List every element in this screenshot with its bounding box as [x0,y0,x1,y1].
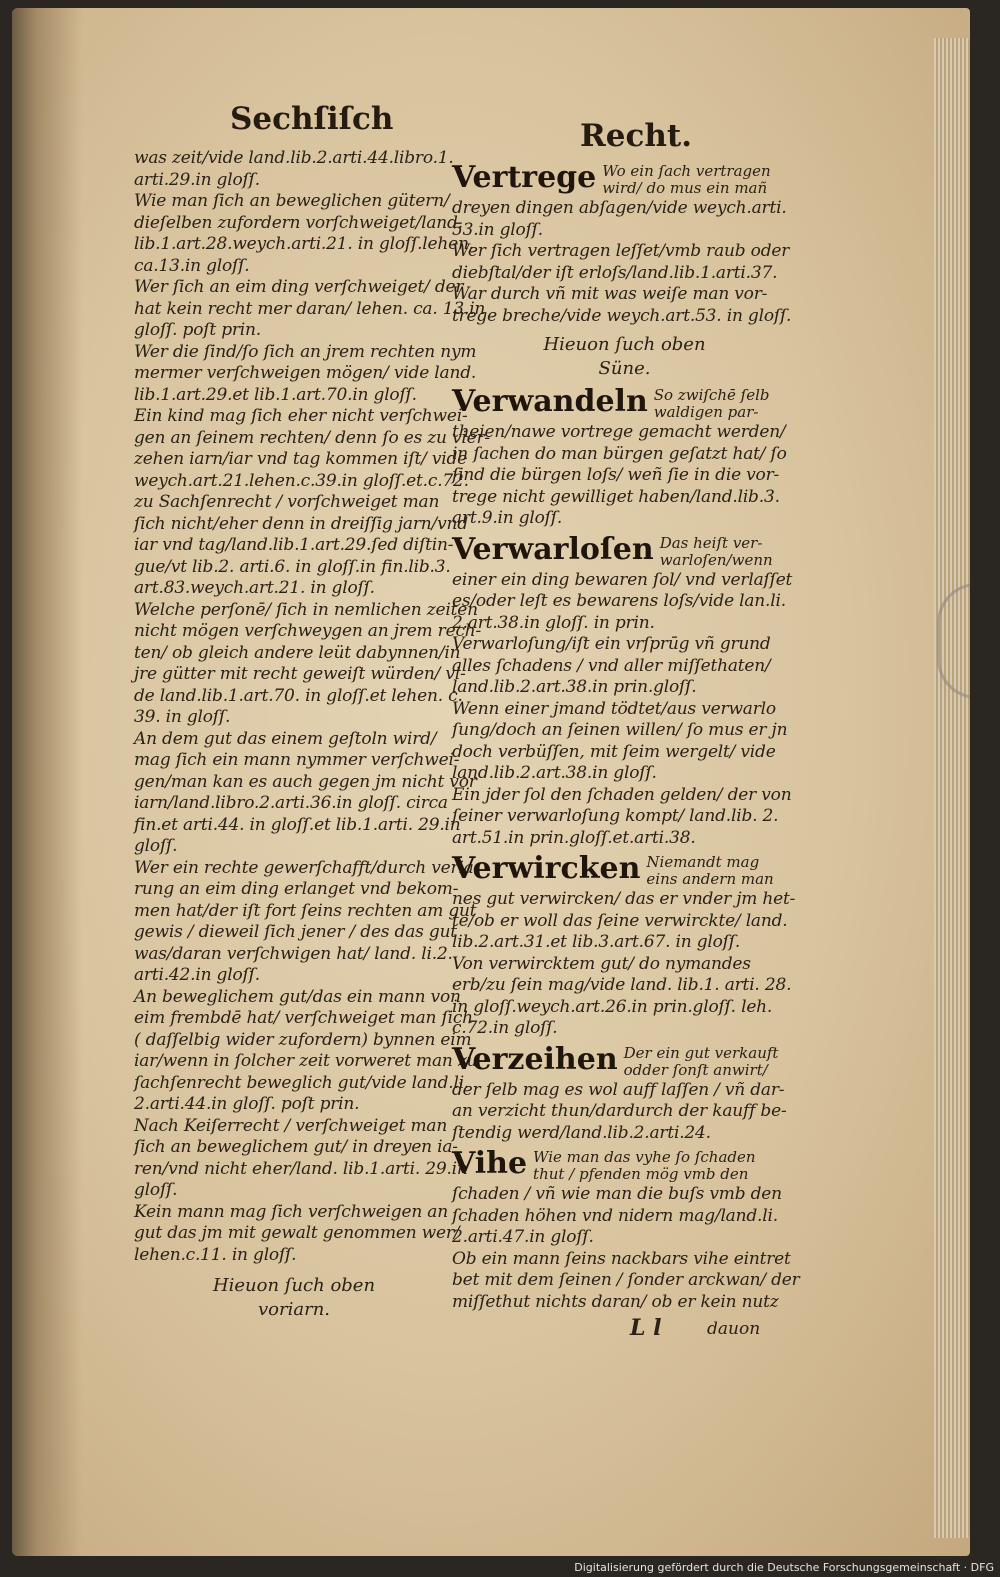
text-line: gloſſ. [134,1180,178,1200]
text-line: An beweglichem gut/das ein mann von [134,986,461,1007]
text-line: ſich nicht/eher denn in dreiſſig jarn/vnd [134,513,468,534]
side-line: waldigen par- [653,403,759,421]
text-line: 2.arti.44.in gloſſ. poſt prin. [134,1094,360,1114]
text-line: land.lib.2.art.38.in prin.gloſſ. [452,677,697,697]
entry-lines [452,1184,800,1313]
headword-side [640,852,773,888]
entry-lines [452,570,797,850]
entry-lines [452,1080,797,1145]
text-line: in gloſſ.weych.art.26.in prin.gloſſ. leh. [452,996,773,1017]
book-page [12,8,970,1556]
page-edges [934,38,970,1538]
signature-mark: L l [630,1315,662,1341]
text-line: nes gut verwircken/ das er vnder jm het- [452,889,796,909]
text-line: ſeiner verwarloſung kompt/ land.lib. 2. [452,806,779,826]
text-line: einer ein ding bewaren ſol/ vnd verlaſſet [452,569,793,590]
text-line: ſachſenrecht beweglich gut/vide land.li. [134,1072,470,1093]
right-column [452,158,800,1313]
entry-verwarlosen [452,533,797,569]
text-line: 2.arti.47.in gloſſ. [452,1227,594,1247]
text-line: arti.42.in gloſſ. [134,965,260,985]
text-line: iar/wenn in ſolcher zeit vorweret man zu [134,1051,478,1071]
headword: Verzeihen [452,1041,618,1077]
text-line: c.72.in gloſſ. [452,1018,558,1038]
text-line: gloſſ. poſt prin. [134,320,261,340]
text-line: lib.1.art.28.weych.arti.21. in gloſſ.lehen. [134,234,474,254]
text-line: de land.lib.1.art.70. in gloſſ.et lehen. c. [134,685,463,706]
text-line: gue/vt lib.2. arti.6. in gloſſ.in fin.lib.3. [134,556,451,577]
text-line: Kein mann mag ſich verſchweigen an [134,1201,448,1222]
text-line: Ob ein mann ſeins nackbars vihe eintret [452,1248,791,1269]
text-line: nicht mögen verſchweygen an jrem rech- [134,621,482,641]
text-line: gut das jm mit gewalt genommen wer/ [134,1223,460,1243]
entry-verzeihen [452,1043,797,1079]
text-line: ( daſſelbig wider zufordern) bynnen eim [134,1029,472,1050]
text-line: mermer verſchweigen mögen/ vide land. [134,363,477,383]
text-line: was zeit/vide land.lib.2.arti.44.libro.1. [134,148,454,168]
text-line: bet mit dem ſeinen / ſonder arckwan/ der [452,1270,800,1290]
text-line: weych.art.21.lehen.c.39.in gloſſ.et.c.72. [134,470,469,491]
entry-vertrege [452,161,797,197]
text-line: Wer die ſind/ſo ſich an jrem rechten nym [134,341,477,362]
headword: Vihe [452,1146,528,1181]
text-line: diebſtal/der iſt erloſs/land.lib.1.arti.37. [452,262,778,283]
footer-credit: Digitalisierung gefördert durch die Deutsche Forschungsgemeinschaft · DFG [574,1561,994,1574]
text-line: Wer ſich vertragen leſſet/vmb raub oder [452,241,790,261]
text-line: Wer ein rechte gewerſchafft/durch veria [134,857,474,878]
side-line: Der ein gut verkauft [623,1043,779,1062]
text-line: An dem gut das einem geſtoln wird/ [134,728,437,749]
headword: Vertrege [452,160,597,195]
text-line: Von verwircktem gut/ do nymandes [452,953,751,974]
text-line: art.83.weych.art.21. in gloſſ. [134,578,375,598]
crossref-line: Hieuon ſuch oben [212,1275,376,1296]
side-line: So zwiſchē ſelb [653,386,770,404]
text-line: art.9.in gloſſ. [452,508,563,528]
text-line: lehen.c.11. in gloſſ. [134,1244,297,1265]
running-head-left: Sechſiſch [230,101,394,137]
text-line: trege breche/vide weych.art.53. in gloſſ. [452,305,792,326]
text-line: gen an ſeinem rechten/ denn ſo es zu vier- [134,427,490,448]
text-line: iarn/land.libro.2.arti.36.in gloſſ. circa [134,793,448,813]
text-line: doch verbüſſen, mit ſeim wergelt/ vide [452,741,776,762]
text-line: miſſethut nichts daran/ ob er kein nutz [452,1291,779,1312]
text-line: gloſſ. [134,836,178,856]
headword-side [648,385,770,421]
text-line: rung an eim ding erlanget vnd bekom- [134,879,459,899]
headword: Verwircken [452,851,641,886]
text-line: was/daran verſchwigen hat/ land. li.2. [134,943,453,964]
text-line: arti.29.in gloſſ. [134,169,260,190]
text-line: an verzicht thun/dardurch der kauff be- [452,1101,787,1121]
text-line: Wenn einer jmand tödtet/aus verwarlo [452,698,776,719]
text-line: Welche perſonē/ ſich in nemlichen zeiten [134,599,478,620]
headword-side [596,161,770,197]
text-line: Ein kind mag ſich eher nicht verſchwei- [134,406,468,426]
text-line: 2.art.38.in gloſſ. in prin. [452,612,655,633]
crossref-line: Hieuon ſuch oben [543,334,706,355]
entry-verwircken [452,852,797,888]
entry-lines [452,422,797,530]
text-line: ſchaden höhen vnd nidern mag/land.li. [452,1205,778,1226]
side-line: Das heiſt ver- [659,533,763,552]
text-line: ſung/doch an ſeinen willen/ ſo mus er jn [452,720,788,740]
text-line: ren/vnd nicht eher/land. lib.1.arti. 29.in [134,1158,468,1179]
text-line: dreyen dingen abſagen/vide weych.arti. [452,198,787,218]
text-line: der ſelb mag es wol auff laſſen / vñ dar- [452,1079,785,1100]
entry-vihe [452,1147,797,1183]
catchword: dauon [707,1319,761,1339]
text-line: trege nicht gewilliget haben/land.lib.3. [452,486,780,507]
text-line: jre gütter mit recht geweiſt würden/ vi- [134,664,466,684]
text-line: ten/ ob gleich andere leüt dabynnen/in [134,642,461,663]
text-line: Wer ſich an eim ding verſchweiget/ der [134,277,464,297]
text-line: ſchaden / vñ wie man die buſs vmb den [452,1184,782,1204]
text-line: Ein jder ſol den ſchaden gelden/ der von [452,784,792,805]
binding-gutter [12,8,82,1556]
text-line: mag ſich ein mann nymmer verſchwei- [134,750,460,770]
text-line: 39. in gloſſ. [134,707,231,727]
text-line: eim frembdē hat/ verſchweiget man ſich [134,1008,473,1028]
text-line: men hat/der iſt fort ſeins rechten am gut [134,900,477,921]
text-line: ſind die bürgen loſs/ weñ ſie in die vor- [452,465,780,485]
text-line: Verwarloſung/iſt ein vrſprūg vñ grund [452,634,771,654]
headword: Verwandeln [452,384,648,419]
headword: Verwarloſen [452,531,654,567]
text-line: ſtendig werd/land.lib.2.arti.24. [452,1122,711,1143]
text-line: Nach Keiſerrecht / verſchweiget man [134,1115,448,1136]
running-head-right: Recht. [580,118,693,154]
crossref-voriarn [134,1274,454,1322]
text-line: ca.13.in gloſſ. [134,255,250,276]
entry-verwandeln [452,385,797,421]
text-line: alles ſchadens / vnd aller miſſethaten/ [452,655,771,676]
text-line: War durch vñ mit was weiſe man vor- [452,284,768,304]
entry-lines [452,889,797,1040]
text-line: es/oder leſt es bewarens loſs/vide lan.li. [452,591,786,611]
text-line: erb/zu ſein mag/vide land. lib.1. arti. 28. [452,975,792,995]
side-line: Wo ein ſach vertragen [602,162,771,180]
side-line: Niemandt mag [646,853,760,871]
side-line: wird/ do mus ein mañ [602,179,768,197]
text-line: 53.in gloſſ. [452,219,543,240]
text-line: art.51.in prin.gloſſ.et.arti.38. [452,827,696,848]
text-line: Wie man ſich an beweglichen gütern/ [134,191,450,211]
text-line: gewis / dieweil ſich jener / des das gut [134,922,457,942]
headword-side [654,533,773,569]
text-line: lib.2.art.31.et lib.3.art.67. in gloſſ. [452,932,741,952]
text-line: lib.1.art.29.et lib.1.art.70.in gloſſ. [134,384,417,405]
headword-side [618,1043,779,1079]
text-line: zu Sachſenrecht / vorſchweiget man [134,492,440,512]
crossref-line: Süne. [598,358,651,379]
text-line: zehen iarn/iar vnd tag kommen iſt/ vide [134,449,468,469]
crossref-sune [452,333,797,381]
side-line: Wie man das vyhe ſo ſchaden [533,1148,756,1166]
side-line: thut / pfenden mög vmb den [533,1165,749,1183]
side-line: odder ſonſt anwirt/ [623,1060,768,1079]
entry-lines [452,198,797,327]
text-line: gen/man kan es auch gegen jm nicht vor [134,771,477,792]
text-line: fin.et arti.44. in gloſſ.et lib.1.arti. 29.in [134,814,461,835]
text-line: dieſelben zufordern vorſchweiget/land. [134,212,463,233]
crossref-line: voriarn. [257,1299,331,1320]
text-line: in ſachen do man bürgen geſatzt hat/ ſo [452,443,787,464]
side-line: warloſen/wenn [659,550,773,569]
side-line: eins andern man [646,870,774,888]
text-line: land.lib.2.art.38.in gloſſ. [452,763,657,783]
text-line: ſich an beweglichem gut/ in dreyen ia- [134,1137,458,1157]
text-line: theien/nawe vortrege gemacht werden/ [452,422,786,442]
headword-side [527,1147,756,1183]
text-line: te/ob er woll das ſeine verwirckte/ land. [452,910,788,931]
text-line: iar vnd tag/land.lib.1.art.29.ſed diſtin- [134,535,454,555]
text-line: hat kein recht mer daran/ lehen. ca. 13.in [134,298,486,319]
